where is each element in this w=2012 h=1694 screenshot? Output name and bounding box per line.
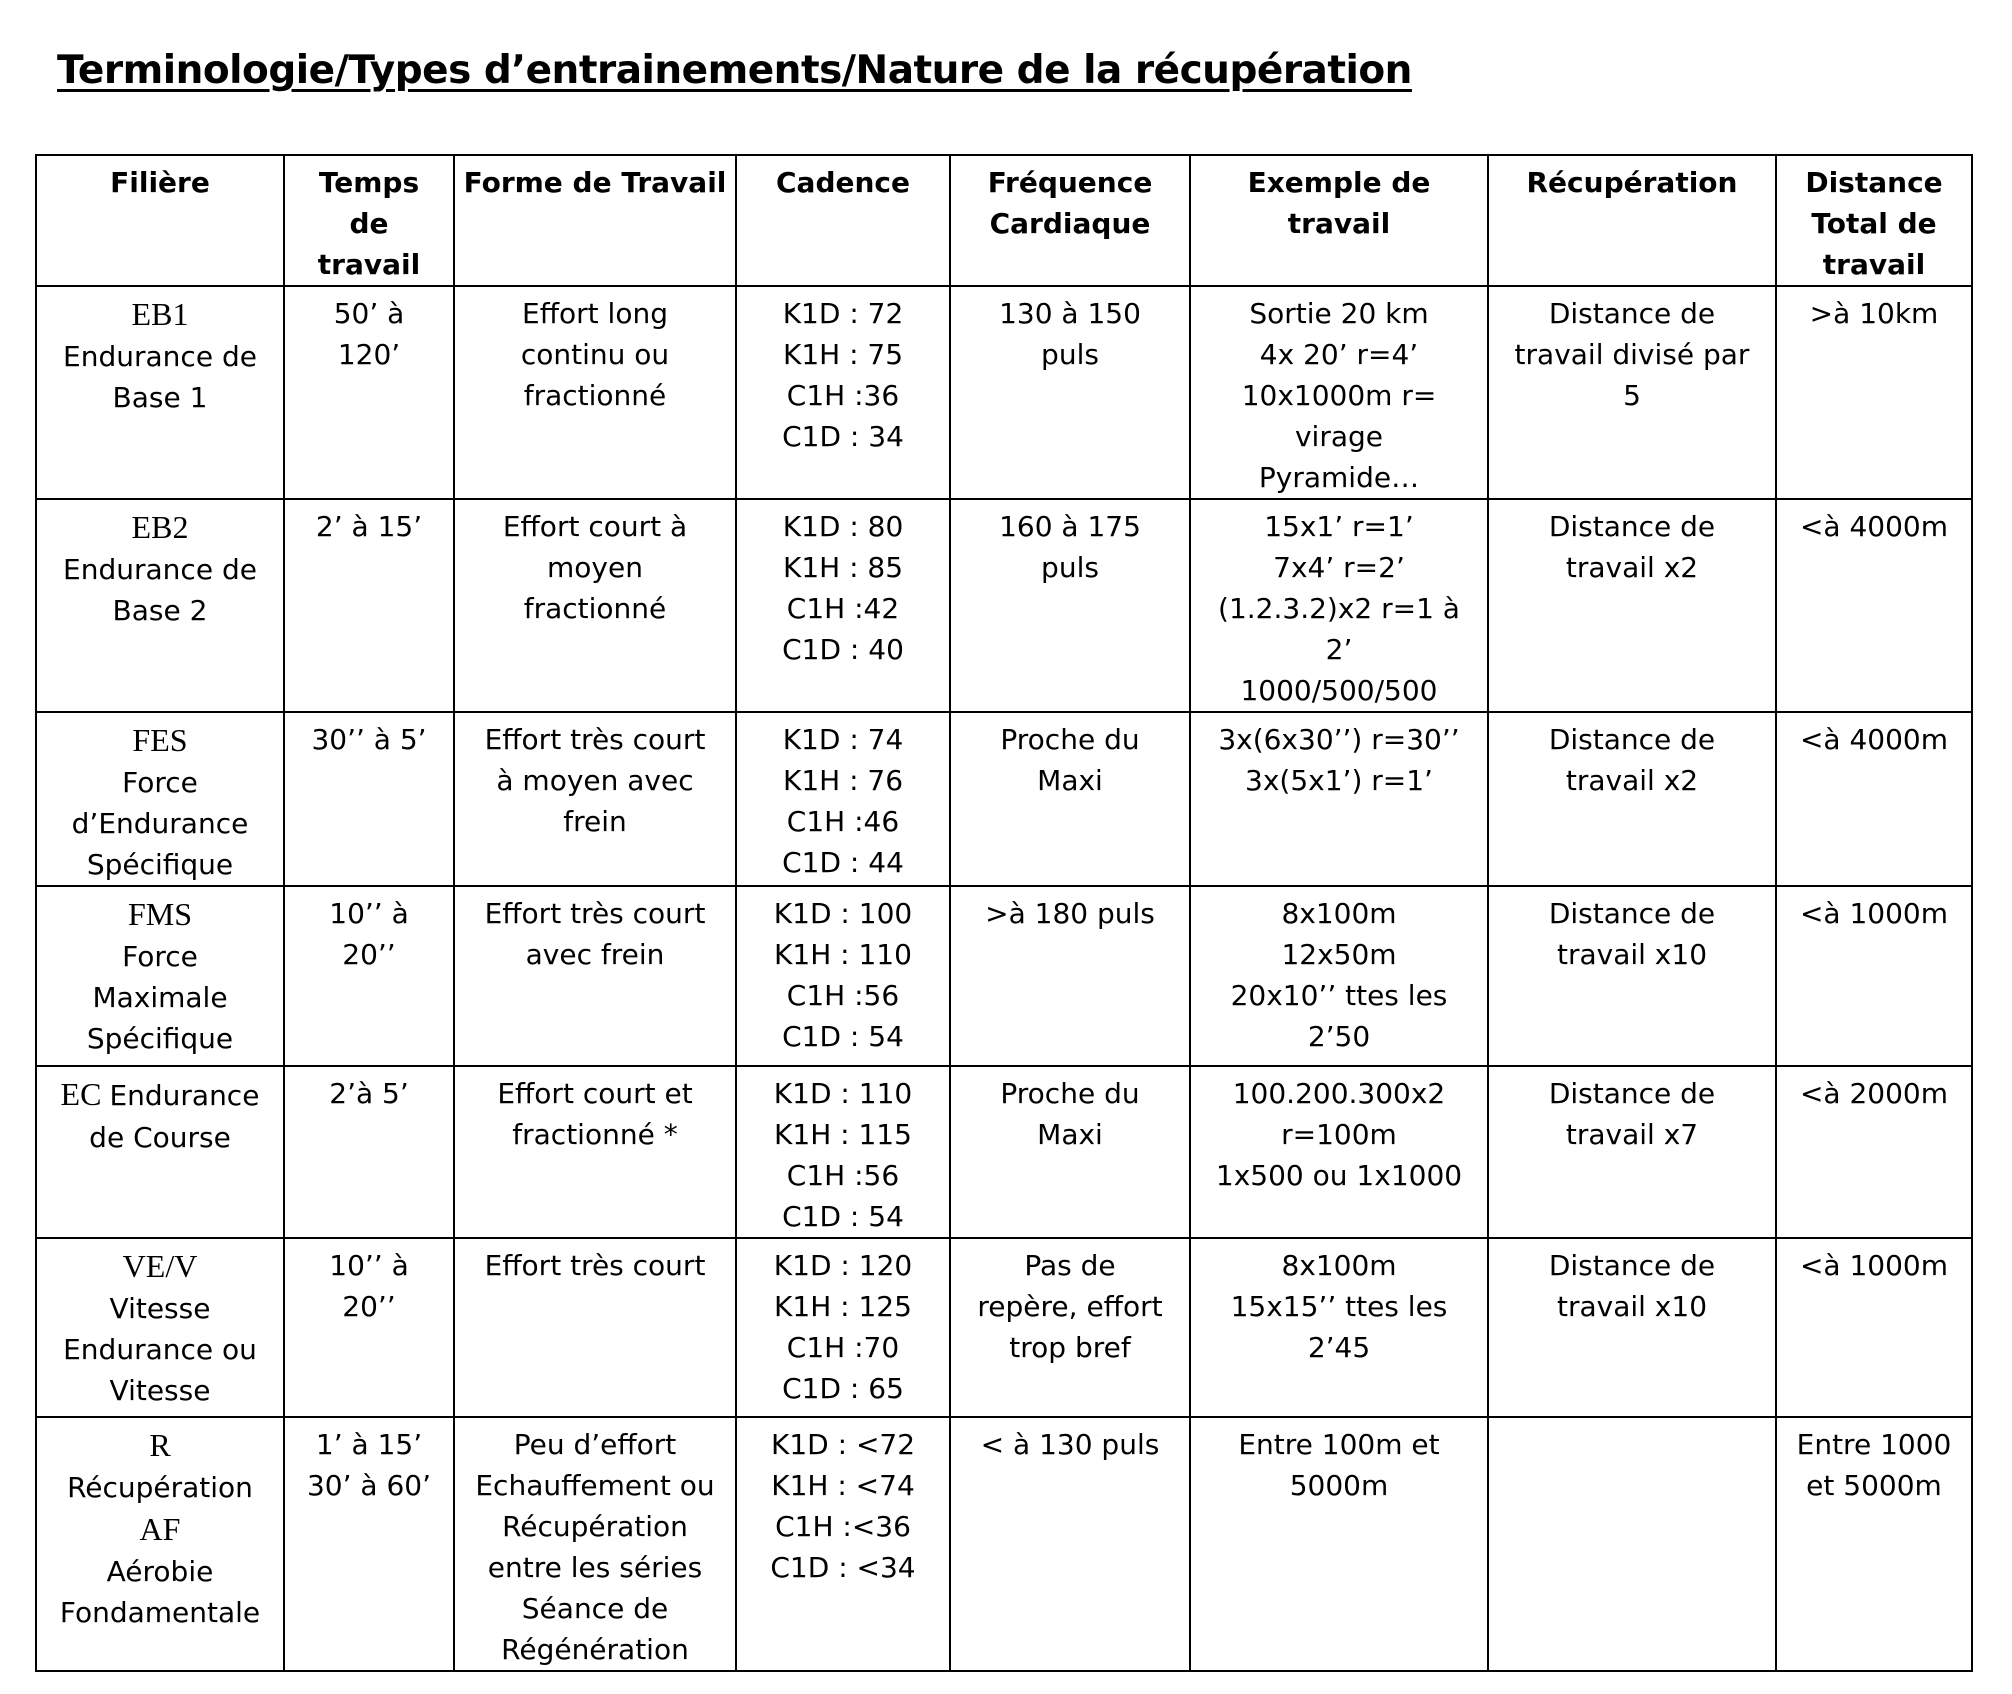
frequence-line: Proche du <box>1000 723 1140 756</box>
filiere-code: VE/V <box>122 1248 198 1284</box>
recuperation-line: Distance de <box>1548 1077 1716 1110</box>
filiere-code-line <box>43 293 277 336</box>
cadence-line: K1D : <72 <box>770 1428 916 1461</box>
header-forme <box>454 155 736 286</box>
filiere-name: Force <box>122 766 198 799</box>
cadence-line: K1H : 110 <box>774 938 912 971</box>
recuperation-line: travail x2 <box>1565 551 1699 584</box>
cell-exemple <box>1190 1238 1488 1417</box>
filiere-name: Endurance de <box>63 553 257 586</box>
filiere-code: EB1 <box>131 296 189 332</box>
cell-cadence <box>736 1238 950 1417</box>
frequence-line: 130 à 150 <box>999 297 1141 330</box>
cell-recuperation <box>1488 499 1776 712</box>
filiere-name: Récupération <box>67 1471 253 1504</box>
filiere-code-line <box>43 1245 277 1288</box>
frequence-line: Pas de <box>1024 1249 1116 1282</box>
temps-line: 2’ à 15’ <box>315 510 423 543</box>
temps-line: 50’ à <box>333 297 405 330</box>
cadence-line: C1D : 40 <box>782 633 904 666</box>
cell-forme <box>454 1417 736 1671</box>
cell-exemple <box>1190 712 1488 886</box>
cell-temps <box>284 712 454 886</box>
filiere-code-line <box>43 1508 277 1551</box>
cell-filiere <box>36 1238 284 1417</box>
cadence-line: C1H :36 <box>786 379 900 412</box>
distance-line: >à 10km <box>1809 297 1939 330</box>
exemple-line: (1.2.3.2)x2 r=1 à <box>1218 592 1460 625</box>
filiere-code-line <box>43 893 277 936</box>
cell-cadence <box>736 1417 950 1671</box>
cadence-line: C1D : <34 <box>770 1551 916 1584</box>
header-line: Cardiaque <box>989 207 1151 240</box>
frequence-line: 160 à 175 <box>999 510 1141 543</box>
distance-line: <à 1000m <box>1799 1249 1949 1282</box>
cell-recuperation <box>1488 1238 1776 1417</box>
cell-distance <box>1776 286 1972 499</box>
header-line: de <box>349 207 389 240</box>
header-distance <box>1776 155 1972 286</box>
forme-line: à moyen avec <box>496 764 694 797</box>
cell-frequence <box>950 286 1190 499</box>
filiere-name: Vitesse <box>109 1374 211 1407</box>
page-title: Terminologie/Types d’entrainements/Nature de la récupération <box>57 48 1412 93</box>
cell-frequence <box>950 1417 1190 1671</box>
cadence-line: K1H : 76 <box>782 764 904 797</box>
forme-line: avec frein <box>525 938 665 971</box>
header-line: travail <box>1287 207 1391 240</box>
header-line: Fréquence <box>987 166 1153 199</box>
frequence-line: puls <box>1041 551 1099 584</box>
cell-filiere <box>36 1066 284 1238</box>
forme-line: Effort très court <box>484 1249 706 1282</box>
cell-recuperation <box>1488 1417 1776 1671</box>
cadence-line: C1D : 44 <box>782 846 904 879</box>
cell-distance <box>1776 1417 1972 1671</box>
exemple-line: 12x50m <box>1281 938 1397 971</box>
header-line: Forme de Travail <box>463 166 727 199</box>
forme-line: Effort très court <box>484 897 706 930</box>
cell-filiere <box>36 1417 284 1671</box>
recuperation-line: Distance de <box>1548 510 1716 543</box>
distance-line: <à 2000m <box>1799 1077 1949 1110</box>
filiere-code: EB2 <box>131 509 189 545</box>
filiere-name: Endurance <box>109 1079 260 1112</box>
distance-line: <à 4000m <box>1799 510 1949 543</box>
forme-line: Séance de <box>521 1592 669 1625</box>
cell-recuperation <box>1488 286 1776 499</box>
exemple-line: r=100m <box>1281 1118 1397 1151</box>
filiere-code: FMS <box>127 896 193 932</box>
cell-exemple <box>1190 1066 1488 1238</box>
cell-temps <box>284 1066 454 1238</box>
cell-temps <box>284 1417 454 1671</box>
header-line: Filière <box>110 166 210 199</box>
filiere-name: d’Endurance <box>71 807 249 840</box>
table-row <box>36 1417 1972 1671</box>
recuperation-line: 5 <box>1623 379 1641 412</box>
recuperation-line: Distance de <box>1548 297 1716 330</box>
cell-filiere <box>36 499 284 712</box>
exemple-line: 8x100m <box>1281 1249 1397 1282</box>
table-row <box>36 1066 1972 1238</box>
filiere-name: Endurance ou <box>63 1333 257 1366</box>
exemple-line: virage <box>1294 420 1384 453</box>
table-row <box>36 286 1972 499</box>
frequence-line: >à 180 puls <box>985 897 1155 930</box>
header-frequence <box>950 155 1190 286</box>
header-line: Temps <box>318 166 420 199</box>
cadence-line: K1H : 125 <box>774 1290 912 1323</box>
exemple-line: Sortie 20 km <box>1249 297 1429 330</box>
frequence-line: Proche du <box>1000 1077 1140 1110</box>
exemple-line: Entre 100m et <box>1238 1428 1440 1461</box>
recuperation-line: Distance de <box>1548 897 1716 930</box>
cell-frequence <box>950 1066 1190 1238</box>
forme-line: Effort court à <box>502 510 688 543</box>
filiere-code: R <box>149 1427 171 1463</box>
frequence-line: < à 130 puls <box>980 1428 1160 1461</box>
cell-recuperation <box>1488 886 1776 1066</box>
exemple-line: 15x1’ r=1’ <box>1264 510 1414 543</box>
cell-forme <box>454 886 736 1066</box>
distance-line: et 5000m <box>1806 1469 1942 1502</box>
cadence-line: K1H : 85 <box>782 551 904 584</box>
forme-line: Régénération <box>501 1633 689 1666</box>
filiere-name: Endurance de <box>63 340 257 373</box>
cell-filiere <box>36 286 284 499</box>
frequence-line: puls <box>1041 338 1099 371</box>
filiere-name: Spécifique <box>86 848 234 881</box>
cell-distance <box>1776 712 1972 886</box>
forme-line: fractionné <box>523 379 667 412</box>
cadence-line: K1D : 120 <box>773 1249 913 1282</box>
cadence-line: K1H : <74 <box>771 1469 915 1502</box>
filiere-name: Base 2 <box>112 594 208 627</box>
cadence-line: K1D : 80 <box>782 510 904 543</box>
cell-recuperation <box>1488 712 1776 886</box>
forme-line: fractionné * <box>512 1118 678 1151</box>
distance-line: <à 4000m <box>1799 723 1949 756</box>
exemple-line: 2’50 <box>1307 1020 1371 1053</box>
cell-cadence <box>736 1066 950 1238</box>
header-cadence <box>736 155 950 286</box>
training-table <box>35 154 1973 1672</box>
cadence-line: K1D : 110 <box>773 1077 913 1110</box>
header-recuperation <box>1488 155 1776 286</box>
header-line: Total de <box>1811 207 1937 240</box>
exemple-line: 3x(6x30’’) r=30’’ <box>1218 723 1460 756</box>
header-row <box>36 155 1972 286</box>
temps-line: 30’’ à 5’ <box>311 723 427 756</box>
temps-line: 20’’ <box>342 938 396 971</box>
table-body <box>36 286 1972 1671</box>
cell-forme <box>454 1066 736 1238</box>
forme-line: moyen <box>547 551 643 584</box>
header-line: Cadence <box>776 166 910 199</box>
forme-line: continu ou <box>520 338 670 371</box>
cell-filiere <box>36 886 284 1066</box>
cadence-line: C1H :42 <box>786 592 900 625</box>
exemple-line: Pyramide… <box>1258 461 1420 494</box>
exemple-line: 10x1000m r= <box>1241 379 1437 412</box>
cadence-line: C1H :<36 <box>775 1510 911 1543</box>
filiere-code-line <box>43 1073 277 1117</box>
filiere-code: AF <box>139 1511 181 1547</box>
forme-line: Récupération <box>502 1510 688 1543</box>
frequence-line: trop bref <box>1009 1331 1131 1364</box>
cadence-line: C1H :56 <box>786 979 900 1012</box>
temps-line: 10’’ à <box>329 1249 409 1282</box>
recuperation-line: travail x10 <box>1556 938 1708 971</box>
cadence-line: C1D : 54 <box>782 1020 904 1053</box>
filiere-code: EC <box>60 1076 102 1112</box>
temps-line: 30’ à 60’ <box>306 1469 432 1502</box>
forme-line: Effort très court <box>484 723 706 756</box>
exemple-line: 1000/500/500 <box>1240 674 1438 707</box>
table-row <box>36 499 1972 712</box>
cadence-line: K1D : 74 <box>782 723 904 756</box>
cell-distance <box>1776 1238 1972 1417</box>
cell-filiere <box>36 712 284 886</box>
temps-line: 120’ <box>337 338 401 371</box>
exemple-line: 2’45 <box>1307 1331 1371 1364</box>
cell-temps <box>284 886 454 1066</box>
cell-distance <box>1776 886 1972 1066</box>
exemple-line: 5000m <box>1289 1469 1389 1502</box>
exemple-line: 2’ <box>1325 633 1353 666</box>
recuperation-line: travail x7 <box>1565 1118 1699 1151</box>
filiere-name: Maximale <box>92 981 228 1014</box>
table-row <box>36 712 1972 886</box>
filiere-name: Vitesse <box>109 1292 211 1325</box>
cell-frequence <box>950 499 1190 712</box>
temps-line: 1’ à 15’ <box>315 1428 423 1461</box>
filiere-name: de Course <box>89 1121 231 1154</box>
cadence-line: C1D : 54 <box>782 1200 904 1233</box>
filiere-code-line <box>43 719 277 762</box>
cadence-line: K1H : 115 <box>774 1118 912 1151</box>
exemple-line: 3x(5x1’) r=1’ <box>1245 764 1433 797</box>
cadence-line: C1H :70 <box>786 1331 900 1364</box>
forme-line: Effort long <box>522 297 668 330</box>
filiere-code: FES <box>132 722 188 758</box>
cell-cadence <box>736 286 950 499</box>
cadence-line: K1D : 72 <box>782 297 904 330</box>
filiere-name: Base 1 <box>112 381 208 414</box>
cell-temps <box>284 499 454 712</box>
header-temps <box>284 155 454 286</box>
forme-line: Effort court et <box>497 1077 693 1110</box>
exemple-line: 8x100m <box>1281 897 1397 930</box>
cell-frequence <box>950 1238 1190 1417</box>
header-filiere <box>36 155 284 286</box>
exemple-line: 15x15’’ ttes les <box>1230 1290 1448 1323</box>
cell-frequence <box>950 712 1190 886</box>
filiere-code-line <box>43 506 277 549</box>
filiere-name: Aérobie <box>106 1555 214 1588</box>
forme-line: fractionné <box>523 592 667 625</box>
cell-exemple <box>1190 499 1488 712</box>
cell-exemple <box>1190 886 1488 1066</box>
temps-line: 10’’ à <box>329 897 409 930</box>
cell-frequence <box>950 886 1190 1066</box>
recuperation-line: Distance de <box>1548 1249 1716 1282</box>
cell-temps <box>284 286 454 499</box>
cell-recuperation <box>1488 1066 1776 1238</box>
cell-exemple <box>1190 1417 1488 1671</box>
table-row <box>36 886 1972 1066</box>
distance-line: <à 1000m <box>1799 897 1949 930</box>
forme-line: frein <box>563 805 627 838</box>
exemple-line: 4x 20’ r=4’ <box>1259 338 1419 371</box>
cadence-line: C1D : 65 <box>782 1372 904 1405</box>
distance-line: Entre 1000 <box>1796 1428 1952 1461</box>
cell-cadence <box>736 886 950 1066</box>
cell-forme <box>454 286 736 499</box>
forme-line: Echauffement ou <box>475 1469 715 1502</box>
cell-forme <box>454 1238 736 1417</box>
forme-line: Peu d’effort <box>513 1428 677 1461</box>
cell-distance <box>1776 499 1972 712</box>
table-row <box>36 1238 1972 1417</box>
header-line: Exemple de <box>1247 166 1431 199</box>
filiere-name: Spécifique <box>86 1022 234 1055</box>
filiere-name: Fondamentale <box>59 1596 261 1629</box>
header-line: travail <box>317 248 421 281</box>
recuperation-line: travail x2 <box>1565 764 1699 797</box>
cell-cadence <box>736 499 950 712</box>
temps-line: 20’’ <box>342 1290 396 1323</box>
frequence-line: Maxi <box>1037 764 1103 797</box>
recuperation-line: travail divisé par <box>1514 338 1750 371</box>
header-line: travail <box>1822 248 1926 281</box>
cell-cadence <box>736 712 950 886</box>
header-exemple <box>1190 155 1488 286</box>
exemple-line: 1x500 ou 1x1000 <box>1215 1159 1463 1192</box>
forme-line: entre les séries <box>487 1551 703 1584</box>
cell-forme <box>454 499 736 712</box>
filiere-code-line <box>43 1424 277 1467</box>
recuperation-line: Distance de <box>1548 723 1716 756</box>
cadence-line: K1H : 75 <box>782 338 904 371</box>
exemple-line: 7x4’ r=2’ <box>1273 551 1405 584</box>
cell-temps <box>284 1238 454 1417</box>
cadence-line: C1H :46 <box>786 805 900 838</box>
cadence-line: K1D : 100 <box>773 897 913 930</box>
cell-exemple <box>1190 286 1488 499</box>
cell-forme <box>454 712 736 886</box>
frequence-line: Maxi <box>1037 1118 1103 1151</box>
cell-distance <box>1776 1066 1972 1238</box>
header-line: Distance <box>1805 166 1943 199</box>
exemple-line: 100.200.300x2 <box>1232 1077 1446 1110</box>
header-line: Récupération <box>1526 166 1738 199</box>
frequence-line: repère, effort <box>977 1290 1163 1323</box>
cadence-line: C1D : 34 <box>782 420 904 453</box>
filiere-name: Force <box>122 940 198 973</box>
cadence-line: C1H :56 <box>786 1159 900 1192</box>
exemple-line: 20x10’’ ttes les <box>1230 979 1448 1012</box>
temps-line: 2’à 5’ <box>329 1077 409 1110</box>
recuperation-line: travail x10 <box>1556 1290 1708 1323</box>
